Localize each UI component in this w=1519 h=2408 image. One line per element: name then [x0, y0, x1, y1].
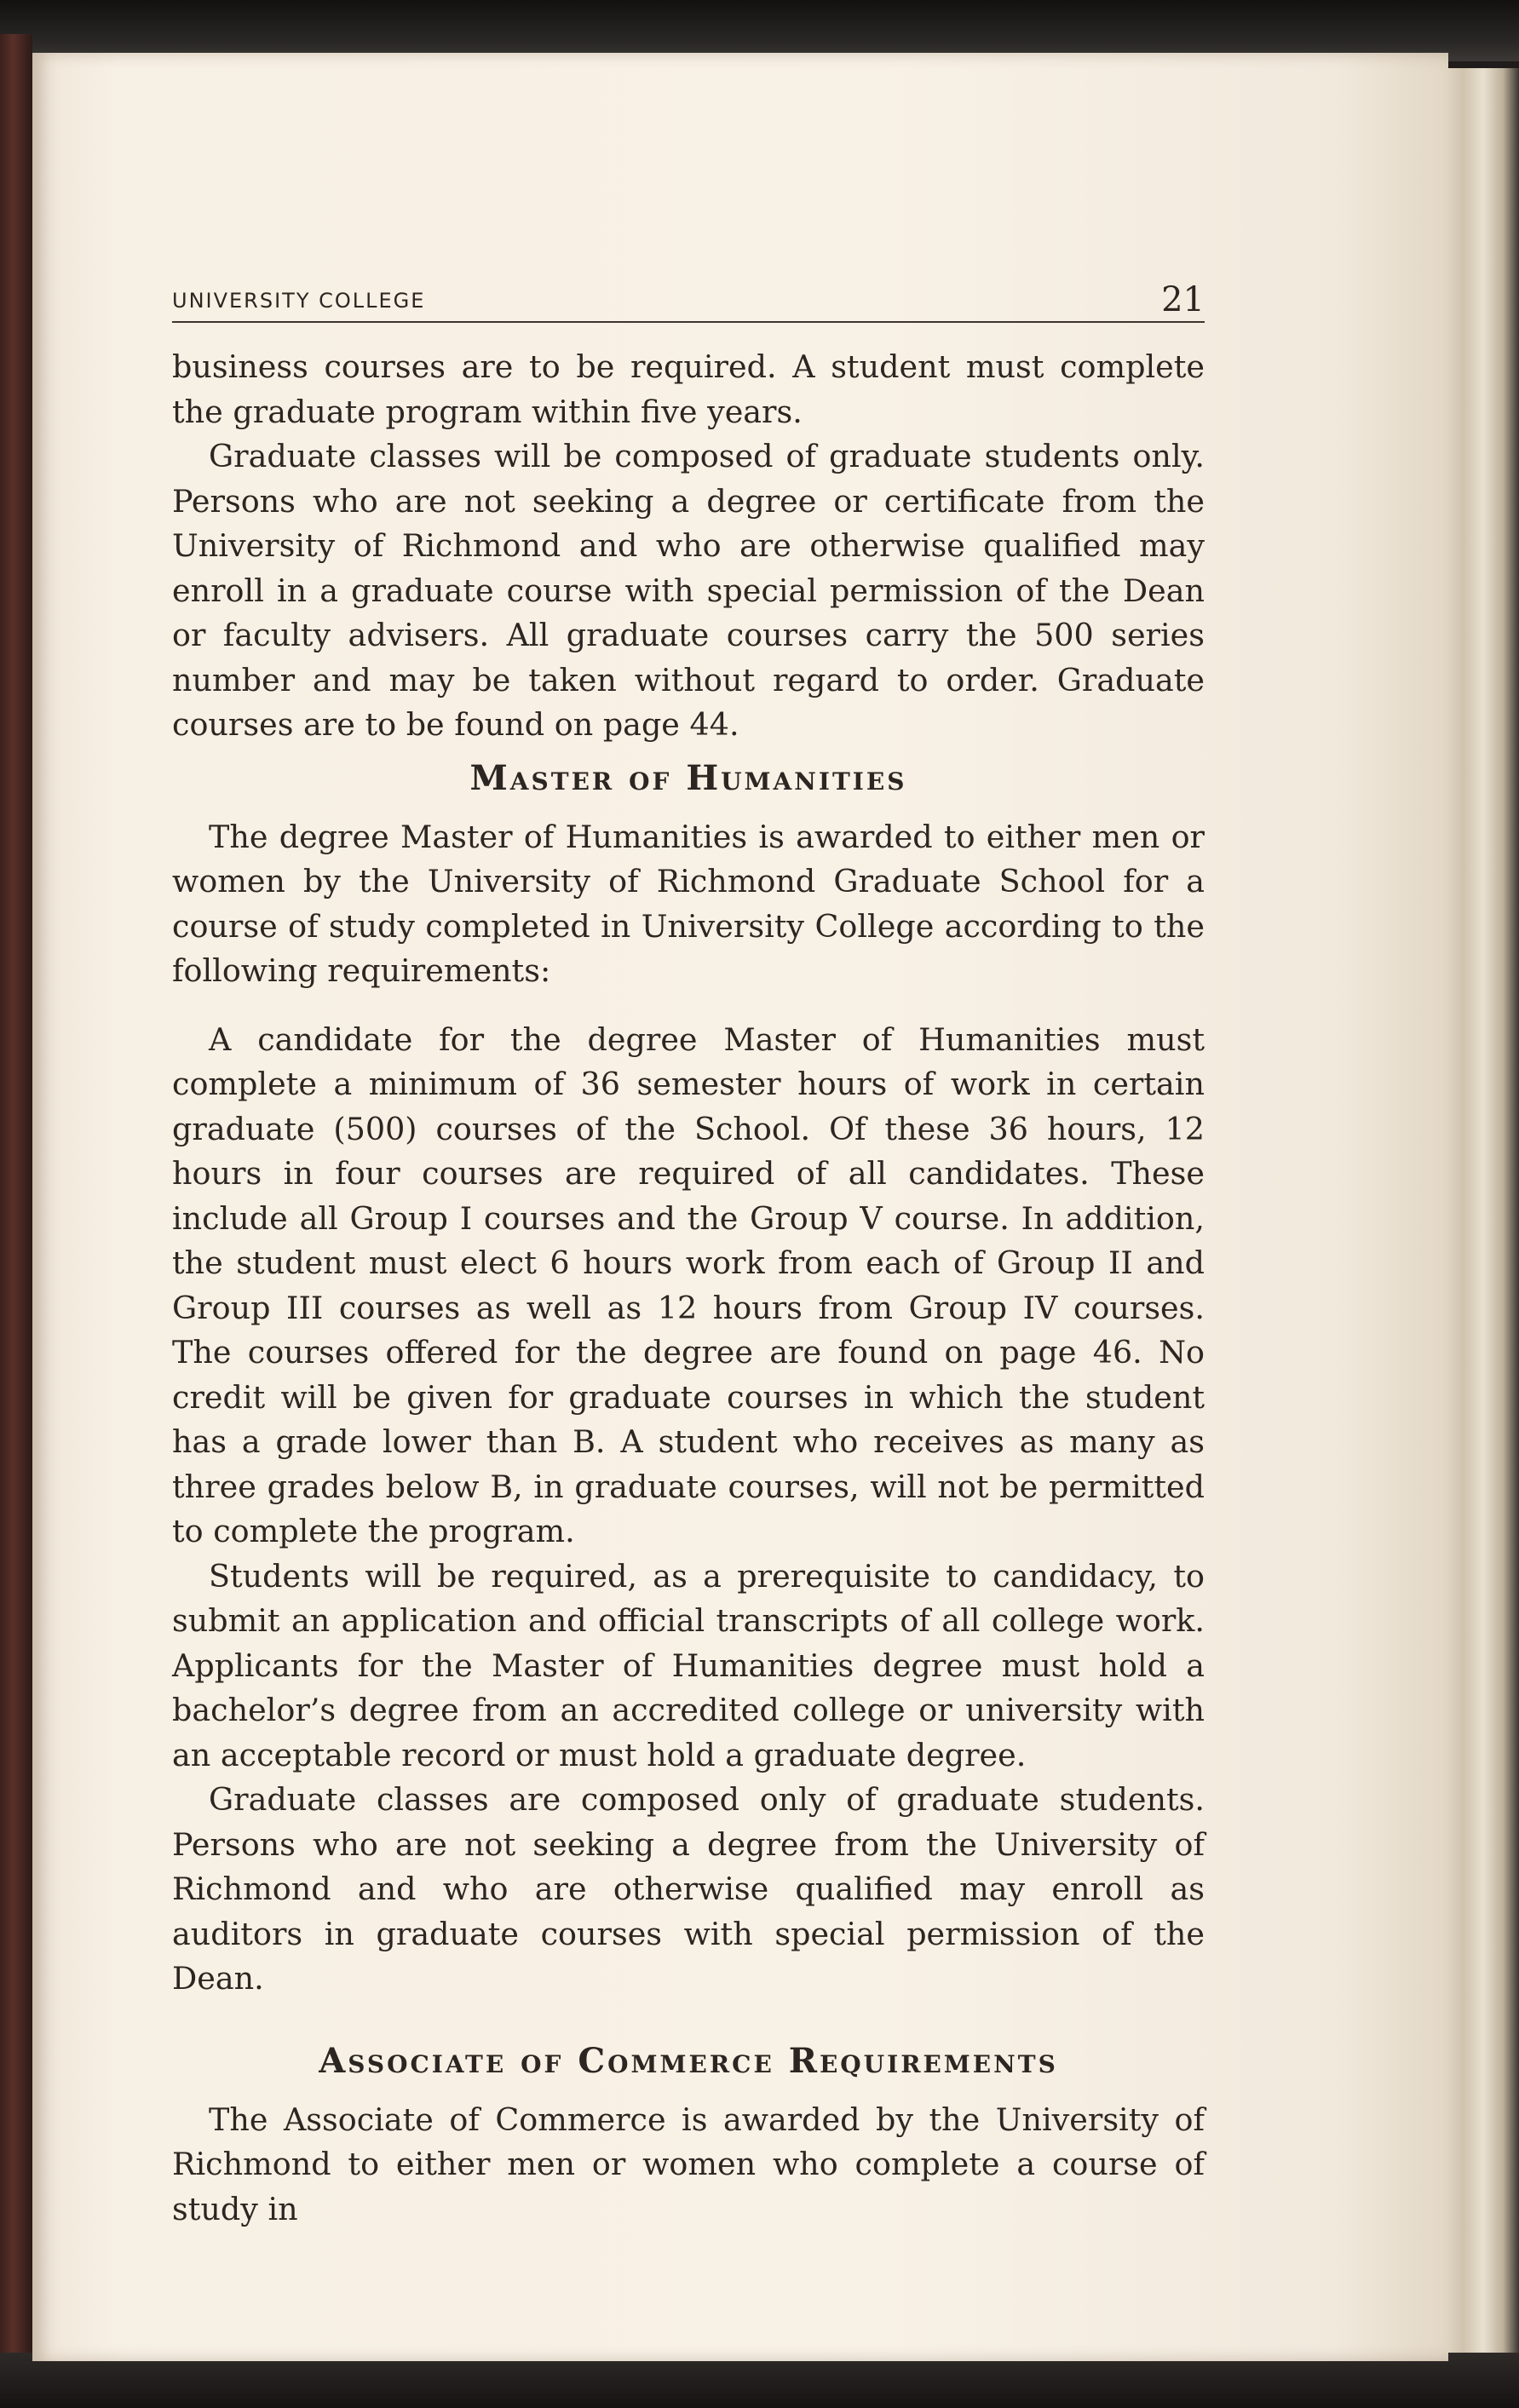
paragraph-graduate-classes: Graduate classes will be composed of graduate students only. Persons who are not seeking a degree or certificate from the University of Richmond and who are otherwise qualified may enroll in a graduate course with special permission of the Dean or faculty advisers. All graduate courses carry the 500 series number and may be taken without regard to order. Graduate courses are to be found on page 44.	[172, 438, 1205, 743]
book-spine	[0, 34, 32, 2385]
page-number: 21	[1161, 280, 1205, 319]
paragraph-continued: business courses are to be required. A student must complete the graduate program within five years.	[172, 348, 1205, 430]
paragraph-associate-commerce: The Associate of Commerce is awarded by the University of Richmond to either men or women who complete a course of study in	[172, 2101, 1205, 2227]
paragraph-auditors: Graduate classes are composed only of graduate students. Persons who are not seeking a degree from the University of Richmond and who are otherwise qualified may enroll as auditors in graduate courses with special permission of the Dean.	[172, 1781, 1205, 1997]
paragraph-candidate-requirements: A candidate for the degree Master of Humanities must complete a minimum of 36 semester hours of work in certain graduate (500) courses of the School. Of these 36 hours, 12 hours in four courses are required of all candidates. These include all Group I courses and the Group V course. In addition, the student must elect 6 hours work from each of Group II and Group III courses as well as 12 hours from Group IV courses. The courses offered for the degree are found on page 46. No credit will be given for graduate courses in which the student has a grade lower than B. A student who receives as many as three grades below B, in graduate courses, will not be permitted to complete the program.	[172, 1020, 1205, 1549]
paragraph-degree-awarded: The degree Master of Humanities is awarded to either men or women by the University of Richmond Graduate School for a course of study completed in University College according to the following requirements:	[172, 818, 1205, 989]
running-head	[172, 261, 1205, 323]
page	[32, 53, 1448, 2361]
page-stack-edge	[1440, 68, 1519, 2359]
heading-associate-of-commerce: Associate of Commerce Requirements	[319, 2040, 1058, 2081]
running-title: UNIVERSITY COLLEGE	[172, 289, 426, 313]
text-block	[172, 261, 1205, 2232]
heading-master-of-humanities: Master of Humanities	[469, 757, 907, 798]
paragraph-prerequisites: Students will be required, as a prerequisite to candidacy, to submit an application and official transcripts of all college work. Applicants for the Master of Humanities degree must hold a bachelor’s degree from an accredited college or university with an acceptable record or must hold a graduate degree.	[172, 1557, 1205, 1773]
